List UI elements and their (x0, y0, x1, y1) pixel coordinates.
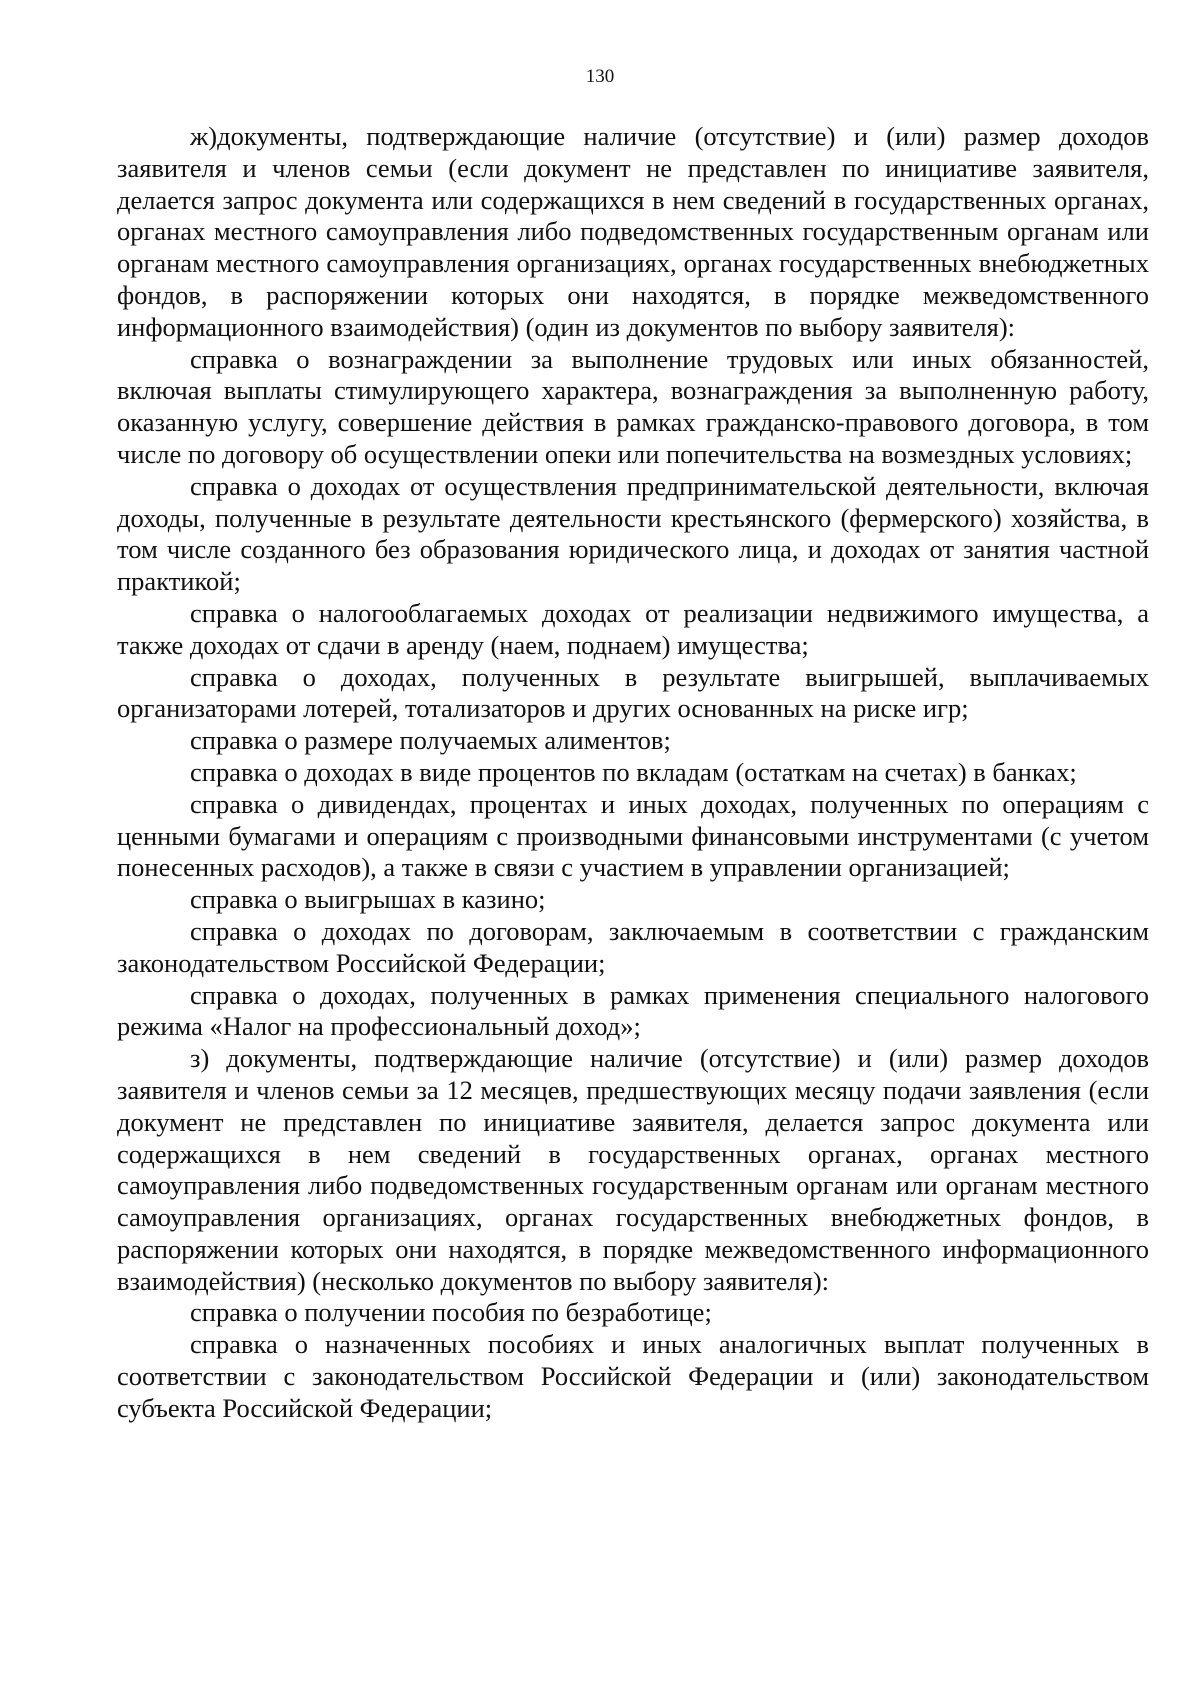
paragraph-winnings-certificate: справка о доходах, полученных в результате выигрышей, выплачиваемых организаторами лотерей, тотализаторов и других основанных на риске игр; (117, 661, 1149, 724)
paragraph-remuneration-certificate: справка о вознаграждении за выполнение трудовых или иных обязанностей, включая выплаты стимулирующего характера, вознаграждения за выполненную работу, оказанную услугу, совершение действия в рамках гражданско-правового договора, в том числе по договору об осуществлении опеки или попечительства на возмездных условиях; (117, 343, 1149, 469)
document-body (117, 121, 1149, 1425)
paragraph-real-estate-income-certificate: справка о налогооблагаемых доходах от реализации недвижимого имущества, а также доходах от сдачи в аренду (наем, поднаем) имущества; (117, 597, 1149, 660)
paragraph-civil-contracts-certificate: справка о доходах по договорам, заключаемым в соответствии с гражданским законодательством Российской Федерации; (117, 915, 1149, 978)
page-number: 130 (585, 66, 615, 87)
paragraph-z-income-documents: з) документы, подтверждающие наличие (отсутствие) и (или) размер доходов заявителя и членов семьи за 12 месяцев, предшествующих месяцу подачи заявления (если документ не представлен по инициативе заявителя, делается запрос документа или содержащихся в нем сведений в государственных органах, органах местного самоуправления либо подведомственных государственным органам или органам местного самоуправления организациях, органах государственных внебюджетных фондов, в распоряжении которых они находятся, в порядке межведомственного информационного взаимодействия) (несколько документов по выбору заявителя): (117, 1043, 1149, 1296)
paragraph-business-income-certificate: справка о доходах от осуществления предпринимательской деятельности, включая доходы, полученные в результате деятельности крестьянского (фермерского) хозяйства, в том числе созданного без образования юридического лица, и доходах от занятия частной практикой; (117, 470, 1149, 597)
paragraph-alimony-certificate: справка о размере получаемых алиментов; (190, 725, 671, 756)
paragraph-assigned-benefits-certificate: справка о назначенных пособиях и иных аналогичных выплат полученных в соответствии с законодательством Российской Федерации и (или) законодательством субъекта Российской Федерации; (117, 1329, 1149, 1423)
paragraph-zh-income-documents: ж)документы, подтверждающие наличие (отсутствие) и (или) размер доходов заявителя и членов семьи (если документ не представлен по инициативе заявителя, делается запрос документа или содержащихся в нем сведений в государственных органах, органах местного самоуправления либо подведомственных государственным органам или органам местного самоуправления организациях, органах государственных внебюджетных фондов, в распоряжении которых они находятся, в порядке межведомственного информационного взаимодействия) (один из документов по выбору заявителя): (117, 121, 1149, 342)
paragraph-professional-income-tax-certificate: справка о доходах, полученных в рамках применения специального налогового режима «Налог на профессиональный доход»; (117, 979, 1149, 1042)
paragraph-casino-certificate: справка о выигрышах в казино; (190, 884, 546, 915)
paragraph-unemployment-benefit-certificate: справка о получении пособия по безработице; (190, 1297, 712, 1328)
paragraph-dividends-certificate: справка о дивидендах, процентах и иных доходах, полученных по операциям с ценными бумагами и операциям с производными финансовыми инструментами (с учетом понесенных расходов), а также в связи с участием в управлении организацией; (117, 788, 1149, 883)
paragraph-deposit-interest-certificate: справка о доходах в виде процентов по вкладам (остаткам на счетах) в банках; (190, 756, 1077, 787)
